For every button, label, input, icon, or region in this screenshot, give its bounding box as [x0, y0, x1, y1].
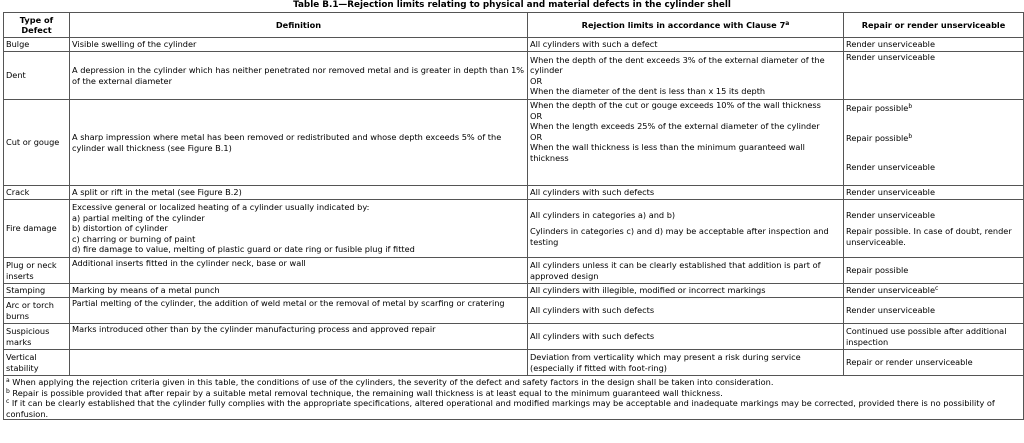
- header-definition: Definition: [70, 13, 528, 38]
- cell-definition: Marks introduced other than by the cylinder manufacturing process and approved repair: [70, 324, 528, 350]
- cell-type: Vertical stability: [4, 350, 70, 376]
- footnote-ref-c: c: [934, 285, 939, 293]
- cell-limits: All cylinders with such defects: [528, 298, 844, 324]
- footnote-c: $^c$ If it can be clearly established that the cylinder fully complies with the appropriate specifications, altered operational and modified markings may be acceptable and inadequate markings may be corrected, provided there is no possibility of confusion.: [6, 398, 995, 419]
- cell-definition: [70, 200, 528, 258]
- footnote-ref-b: b: [908, 103, 913, 110]
- cell-definition: Partial melting of the cylinder, the addition of weld metal or the removal of metal by scarfing or cratering: [70, 298, 528, 324]
- cell-limits: All cylinders with such a defect: [528, 38, 844, 52]
- limit-line: When the depth of the dent exceeds 3% of the external diameter of the cylinder: [530, 54, 825, 75]
- table-row-dent: [4, 52, 1024, 100]
- table-row-cut: [4, 100, 1024, 186]
- header-limits: [528, 13, 844, 38]
- cell-repair: Render unserviceable$^c$: [844, 284, 1024, 298]
- cell-limits: All cylinders with illegible, modified or incorrect markings: [528, 284, 844, 298]
- repair-line: Repair possible. In case of doubt, render unserviceable.: [846, 226, 1012, 247]
- definition-line: c) charring or burning of paint: [72, 233, 196, 244]
- limit-line: When the wall thickness is less than the minimum guaranteed wall thickness: [530, 142, 805, 163]
- cell-repair: [844, 200, 1024, 258]
- cell-repair: Continued use possible after additional inspection: [844, 324, 1024, 350]
- footnote-ref-b: b: [908, 132, 913, 140]
- limit-line: Cylinders in categories c) and d) may be acceptable after inspection and testing: [530, 226, 829, 247]
- definition-line: b) distortion of cylinder: [72, 223, 168, 234]
- header-limits-label: Rejection limits in accordance with Clause 7: [581, 19, 786, 30]
- cell-repair: Render unserviceable: [844, 186, 1024, 200]
- cell-type: Dent: [4, 52, 70, 100]
- limit-line: All cylinders in categories a) and b): [530, 209, 676, 220]
- limit-line: When the diameter of the dent is less than x 15 its depth: [530, 86, 766, 96]
- table-caption: Table B.1—Rejection limits relating to physical and material defects in the cylinder shell: [293, 0, 731, 10]
- cell-definition: Additional inserts fitted in the cylinder neck, base or wall: [70, 258, 528, 284]
- repair-line: Repair possible$^b$: [846, 132, 913, 143]
- limit-line: OR: [530, 110, 543, 121]
- cell-type: Fire damage: [4, 200, 70, 258]
- cell-repair: Repair possible: [844, 258, 1024, 284]
- table-row-plug: [4, 258, 1024, 284]
- cell-definition: Visible swelling of the cylinder: [70, 38, 528, 52]
- repair-line: Render unserviceable: [846, 162, 935, 172]
- header-row: [4, 13, 1024, 38]
- cell-limits: All cylinders with such defects: [528, 186, 844, 200]
- cell-repair: Render unserviceable: [844, 52, 1024, 100]
- cell-limits: [528, 52, 844, 100]
- cell-definition: Marking by means of a metal punch: [70, 284, 528, 298]
- cell-repair: Repair or render unserviceable: [844, 350, 1024, 376]
- cell-repair: Render unserviceable: [844, 298, 1024, 324]
- cell-type: Cut or gouge: [4, 100, 70, 186]
- cell-type: Suspicious marks: [4, 324, 70, 350]
- table-row-fire: [4, 200, 1024, 258]
- header-repair: Repair or render unserviceable: [844, 13, 1024, 38]
- cell-limits: [528, 200, 844, 258]
- rejection-limits-table: [3, 12, 1024, 420]
- footnote-a: $^a$ When applying the rejection criteria given in this table, the conditions of use of the cylinders, the severity of the defect and safety factors in the design shall be taken into consideration.: [6, 377, 774, 387]
- cell-repair: Render unserviceable: [844, 38, 1024, 52]
- cell-definition: A depression in the cylinder which has neither penetrated nor removed metal and is greater in depth than 1% of the external diameter: [70, 52, 528, 100]
- table-row-vertical: [4, 350, 1024, 376]
- limit-line: OR: [530, 75, 543, 86]
- table-row-arc: [4, 298, 1024, 324]
- table-row-stamping: [4, 284, 1024, 298]
- cell-type: Crack: [4, 186, 70, 200]
- cell-limits: Deviation from verticality which may present a risk during service (especially if fitted with foot-ring): [528, 350, 844, 376]
- footnotes-row: [4, 376, 1024, 420]
- cell-limits: [528, 100, 844, 186]
- repair-line: Repair possible$^b$: [846, 103, 913, 113]
- definition-line: d) fire damage to value, melting of plastic guard or date ring or fusible plug if fitted: [72, 244, 415, 255]
- footnotes: [4, 376, 1024, 420]
- cell-definition: A split or rift in the metal (see Figure B.2): [70, 186, 528, 200]
- cell-repair: [844, 100, 1024, 186]
- header-type: Type of Defect: [4, 13, 70, 38]
- cell-type: Bulge: [4, 38, 70, 52]
- limit-line: When the length exceeds 25% of the external diameter of the cylinder: [530, 121, 820, 131]
- cell-limits: All cylinders unless it can be clearly established that addition is part of approved design: [528, 258, 844, 284]
- footnote-b: $^b$ Repair is possible provided that after repair by a suitable metal removal technique, the remaining wall thickness is at least equal to the minimum guaranteed wall thickness.: [6, 387, 723, 398]
- repair-line: Render unserviceable: [846, 209, 935, 220]
- cell-limits: All cylinders with such defects: [528, 324, 844, 350]
- definition-line: a) partial melting of the cylinder: [72, 212, 205, 223]
- limit-line: When the depth of the cut or gouge exceeds 10% of the wall thickness: [530, 100, 821, 110]
- table-row-bulge: [4, 38, 1024, 52]
- cell-definition: A sharp impression where metal has been removed or redistributed and whose depth exceeds 5% of the cylinder wall thickness (see Figure B.1): [70, 100, 528, 186]
- table-row-crack: [4, 186, 1024, 200]
- footnote-ref-a: a: [785, 19, 790, 27]
- cell-type: Stamping: [4, 284, 70, 298]
- cell-definition: [70, 350, 528, 376]
- limit-line: OR: [530, 131, 543, 142]
- cell-type: Arc or torch burns: [4, 298, 70, 324]
- table-row-suspicious: [4, 324, 1024, 350]
- definition-line: Excessive general or localized heating of a cylinder usually indicated by:: [72, 202, 370, 213]
- cell-type: Plug or neck inserts: [4, 258, 70, 284]
